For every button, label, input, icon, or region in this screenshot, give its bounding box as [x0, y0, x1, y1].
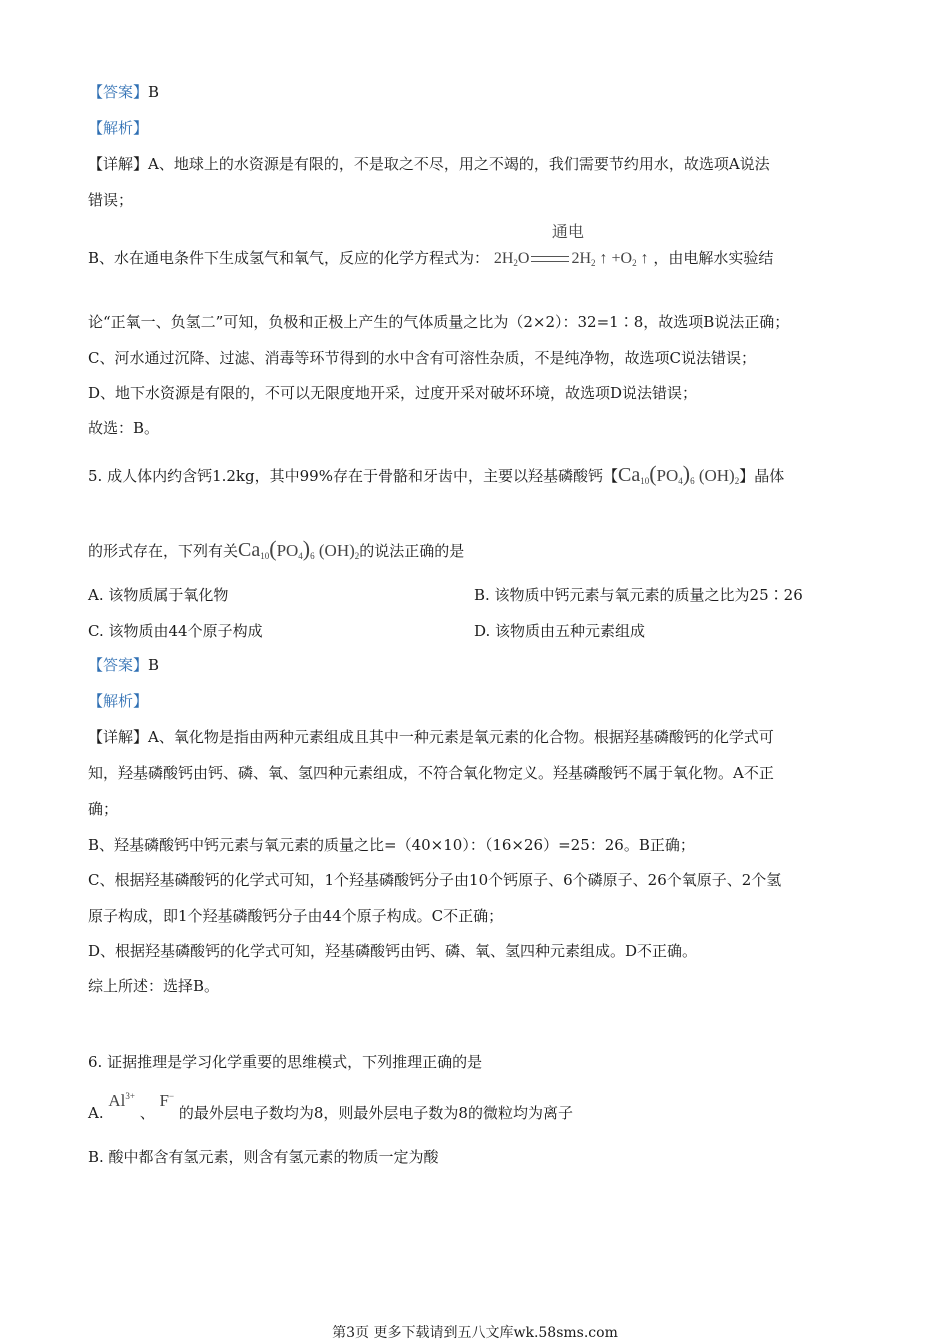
q5-detail-a3: 确；: [88, 800, 119, 818]
analysis-tag: 【解析】: [88, 692, 149, 710]
stem-text: 的形式存在，下列有关: [88, 542, 239, 560]
q4-detail-b1: [88, 224, 774, 273]
answer-value: B: [148, 83, 160, 101]
q6-option-b: B. 酸中都含有氢元素，则含有氢元素的物质一定为酸: [88, 1148, 439, 1166]
option-label: A.: [88, 1104, 104, 1122]
electrolysis-equation: 通电 $2H_2O$ $2H_2$ ↑ $+O_2$ ↑: [493, 224, 649, 268]
q6-option-a: [88, 1091, 573, 1123]
q6-stem: 6. 证据推理是学习化学重要的思维模式，下列推理正确的是: [88, 1053, 483, 1071]
hydroxyapatite-formula: $Ca_{10}(PO_4)_6$ $(OH)_2$: [617, 461, 740, 486]
detail-tag: 【详解】: [88, 155, 149, 173]
equation-bar: [531, 256, 569, 262]
q5-detail-a2: 知，羟基磷酸钙由钙、磷、氧、氢四种元素组成，不符合氧化物定义。羟基磷酸钙不属于氧化物。A不正: [88, 764, 774, 782]
q5-detail-a1: [88, 727, 774, 747]
q5-option-a: A. 该物质属于氧化物: [88, 586, 229, 604]
q5-conclusion: 综上所述：选择B。: [88, 977, 220, 995]
q5-option-d: D. 该物质由五种元素组成: [474, 622, 646, 640]
q5-detail-d: D、根据羟基磷酸钙的化学式可知，羟基磷酸钙由钙、磷、氧、氢四种元素组成。D不正确。: [88, 942, 698, 960]
aluminum-ion-formula: $Al^{3+}$: [108, 1091, 135, 1110]
hydroxyapatite-formula: $Ca_{10}(PO_4)_6$ $(OH)_2$: [238, 536, 360, 561]
analysis-tag: 【解析】: [88, 119, 149, 137]
q4-detail-b2: 论“正氧一、负氢二”可知，负极和正极上产生的气体质量之比为（2×2）：32=1∶8，故选项B说法正确；: [88, 313, 790, 331]
q5-detail-c2: 原子构成，即1个羟基磷酸钙分子由44个原子构成。C不正确；: [88, 907, 504, 925]
answer-tag: 【答案】: [88, 83, 149, 101]
detail-text: B、水在通电条件下生成氢气和氧气，反应的化学方程式为：: [88, 249, 490, 267]
q5-stem-2: [88, 536, 465, 566]
q4-conclusion: 故选：B。: [88, 419, 160, 437]
q4-detail-d: D、地下水资源是有限的，不可以无限度地开采，过度开采对破坏环境，故选项D说法错误；: [88, 384, 698, 402]
stem-text: 5. 成人体内约含钙1.2kg，其中99%存在于骨骼和牙齿中，主要以羟基磷酸钙【: [88, 467, 618, 485]
q4-answer-line: [88, 82, 159, 102]
reaction-condition: 通电: [551, 224, 584, 241]
stem-text: 】晶体: [739, 467, 785, 485]
detail-tag: 【详解】: [88, 728, 149, 746]
stem-text: 的说法正确的是: [359, 542, 465, 560]
detail-text: A、氧化物是指由两种元素组成且其中一种元素是氧元素的化合物。根据羟基磷酸钙的化学式可: [148, 728, 774, 746]
q5-answer-line: [88, 655, 159, 675]
q4-detail-a2: 错误；: [88, 191, 134, 209]
q5-stem-1: [88, 461, 785, 491]
detail-text: ，由电解水实验结: [653, 249, 774, 267]
q5-detail-b: B、羟基磷酸钙中钙元素与氧元素的质量之比=（40×10）：（16×26）=25：26。B正确；: [88, 836, 695, 854]
q5-detail-c1: C、根据羟基磷酸钙的化学式可知，1个羟基磷酸钙分子由10个钙原子、6个磷原子、26个氧原子、2个氢: [88, 871, 782, 889]
q4-detail-a1: [88, 154, 770, 174]
page-footer: 第3页 更多下载请到五八文库wk.58sms.com: [332, 1325, 618, 1341]
q5-option-b: B. 该物质中钙元素与氧元素的质量之比为25∶26: [474, 586, 803, 604]
q5-option-c: C. 该物质由44个原子构成: [88, 622, 263, 640]
answer-tag: 【答案】: [88, 656, 149, 674]
fluoride-ion-formula: F−: [159, 1091, 175, 1110]
q4-detail-c: C、河水通过沉降、过滤、消毒等环节得到的水中含有可溶性杂质，不是纯净物，故选项C说法错误；: [88, 349, 756, 367]
detail-text: A、地球上的水资源是有限的，不是取之不尽，用之不竭的，我们需要节约用水，故选项A说法: [148, 155, 770, 173]
separator: 、: [139, 1104, 155, 1122]
answer-value: B: [148, 656, 160, 674]
option-text: 的最外层电子数均为8，则最外层电子数为8的微粒均为离子: [178, 1104, 573, 1122]
